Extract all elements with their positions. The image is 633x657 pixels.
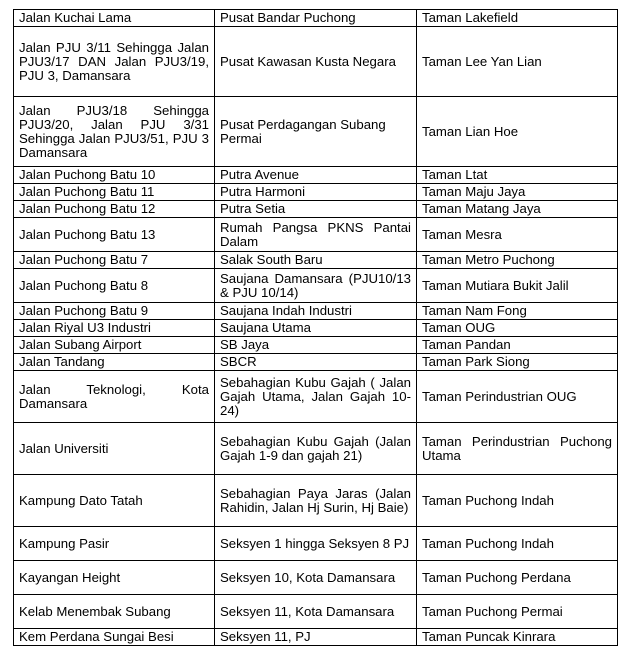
table-cell: Taman Mutiara Bukit Jalil: [417, 269, 618, 303]
table-cell: Sebahagian Paya Jaras (Jalan Rahidin, Jalan Hj Surin, Hj Baie): [215, 475, 417, 527]
table-cell: Taman Mesra: [417, 218, 618, 252]
table-cell: Seksyen 11, PJ: [215, 629, 417, 646]
table-row: [14, 354, 618, 371]
table-cell: Jalan Kuchai Lama: [14, 10, 215, 27]
table-cell: Jalan PJU3/18 Sehingga PJU3/20, Jalan PJU 3/31 Sehingga Jalan PJU3/51, PJU 3 Damansara: [14, 97, 215, 167]
table-cell: Jalan Puchong Batu 13: [14, 218, 215, 252]
table-row: [14, 371, 618, 423]
table-row: [14, 527, 618, 561]
table-cell: Taman Perindustrian Puchong Utama: [417, 423, 618, 475]
table-cell: Pusat Kawasan Kusta Negara: [215, 27, 417, 97]
table-cell: SBCR: [215, 354, 417, 371]
table-cell: Jalan Puchong Batu 8: [14, 269, 215, 303]
table-row: [14, 475, 618, 527]
table-cell: Taman Maju Jaya: [417, 184, 618, 201]
table-row: [14, 167, 618, 184]
table-cell: Pusat Bandar Puchong: [215, 10, 417, 27]
table-row: [14, 252, 618, 269]
table-cell: Putra Setia: [215, 201, 417, 218]
table-cell: Jalan Teknologi, Kota Damansara: [14, 371, 215, 423]
table-cell: Salak South Baru: [215, 252, 417, 269]
table-cell: Pusat Perdagangan Subang Permai: [215, 97, 417, 167]
table-row: [14, 27, 618, 97]
table-row: [14, 10, 618, 27]
table-cell: Sebahagian Kubu Gajah ( Jalan Gajah Utama, Jalan Gajah 10-24): [215, 371, 417, 423]
table-cell: Jalan Riyal U3 Industri: [14, 320, 215, 337]
table-cell: Jalan Puchong Batu 12: [14, 201, 215, 218]
table-cell: Taman Puchong Indah: [417, 527, 618, 561]
table-cell: Taman Metro Puchong: [417, 252, 618, 269]
table-cell: Jalan Universiti: [14, 423, 215, 475]
table-cell: Taman Puchong Perdana: [417, 561, 618, 595]
table-row: [14, 320, 618, 337]
table-cell: Kampung Pasir: [14, 527, 215, 561]
location-table: [13, 9, 618, 646]
table-cell: Taman Lee Yan Lian: [417, 27, 618, 97]
table-cell: Jalan Puchong Batu 10: [14, 167, 215, 184]
table-cell: Taman Puncak Kinrara: [417, 629, 618, 646]
table-cell: Jalan Puchong Batu 9: [14, 303, 215, 320]
table-row: [14, 303, 618, 320]
table-cell: Taman Ltat: [417, 167, 618, 184]
table-cell: Saujana Utama: [215, 320, 417, 337]
table-cell: Kampung Dato Tatah: [14, 475, 215, 527]
table-cell: Jalan PJU 3/11 Sehingga Jalan PJU3/17 DAN Jalan PJU3/19, PJU 3, Damansara: [14, 27, 215, 97]
table-row: [14, 97, 618, 167]
table-row: [14, 184, 618, 201]
table-cell: Taman Matang Jaya: [417, 201, 618, 218]
table-row: [14, 201, 618, 218]
table-cell: Saujana Indah Industri: [215, 303, 417, 320]
table-cell: Jalan Puchong Batu 7: [14, 252, 215, 269]
table-row: [14, 337, 618, 354]
table-cell: Jalan Tandang: [14, 354, 215, 371]
table-row: [14, 218, 618, 252]
table-row: [14, 423, 618, 475]
table-cell: Kayangan Height: [14, 561, 215, 595]
table-cell: Sebahagian Kubu Gajah (Jalan Gajah 1-9 dan gajah 21): [215, 423, 417, 475]
table-cell: Taman Lakefield: [417, 10, 618, 27]
table-cell: Taman OUG: [417, 320, 618, 337]
table-cell: Kem Perdana Sungai Besi: [14, 629, 215, 646]
table-cell: Taman Puchong Permai: [417, 595, 618, 629]
table-cell: Seksyen 10, Kota Damansara: [215, 561, 417, 595]
table-cell: Taman Lian Hoe: [417, 97, 618, 167]
table-cell: Taman Park Siong: [417, 354, 618, 371]
table-row: [14, 561, 618, 595]
table-row: [14, 269, 618, 303]
table-cell: Taman Nam Fong: [417, 303, 618, 320]
table-cell: SB Jaya: [215, 337, 417, 354]
table-cell: Taman Pandan: [417, 337, 618, 354]
table-cell: Taman Puchong Indah: [417, 475, 618, 527]
table-cell: Seksyen 1 hingga Seksyen 8 PJ: [215, 527, 417, 561]
table-row: [14, 595, 618, 629]
table-cell: Taman Perindustrian OUG: [417, 371, 618, 423]
table-cell: Rumah Pangsa PKNS Pantai Dalam: [215, 218, 417, 252]
table-cell: Jalan Puchong Batu 11: [14, 184, 215, 201]
table-cell: Jalan Subang Airport: [14, 337, 215, 354]
table-cell: Putra Harmoni: [215, 184, 417, 201]
table-cell: Putra Avenue: [215, 167, 417, 184]
table-cell: Seksyen 11, Kota Damansara: [215, 595, 417, 629]
table-cell: Saujana Damansara (PJU10/13 & PJU 10/14): [215, 269, 417, 303]
table-cell: Kelab Menembak Subang: [14, 595, 215, 629]
table-row: [14, 629, 618, 646]
